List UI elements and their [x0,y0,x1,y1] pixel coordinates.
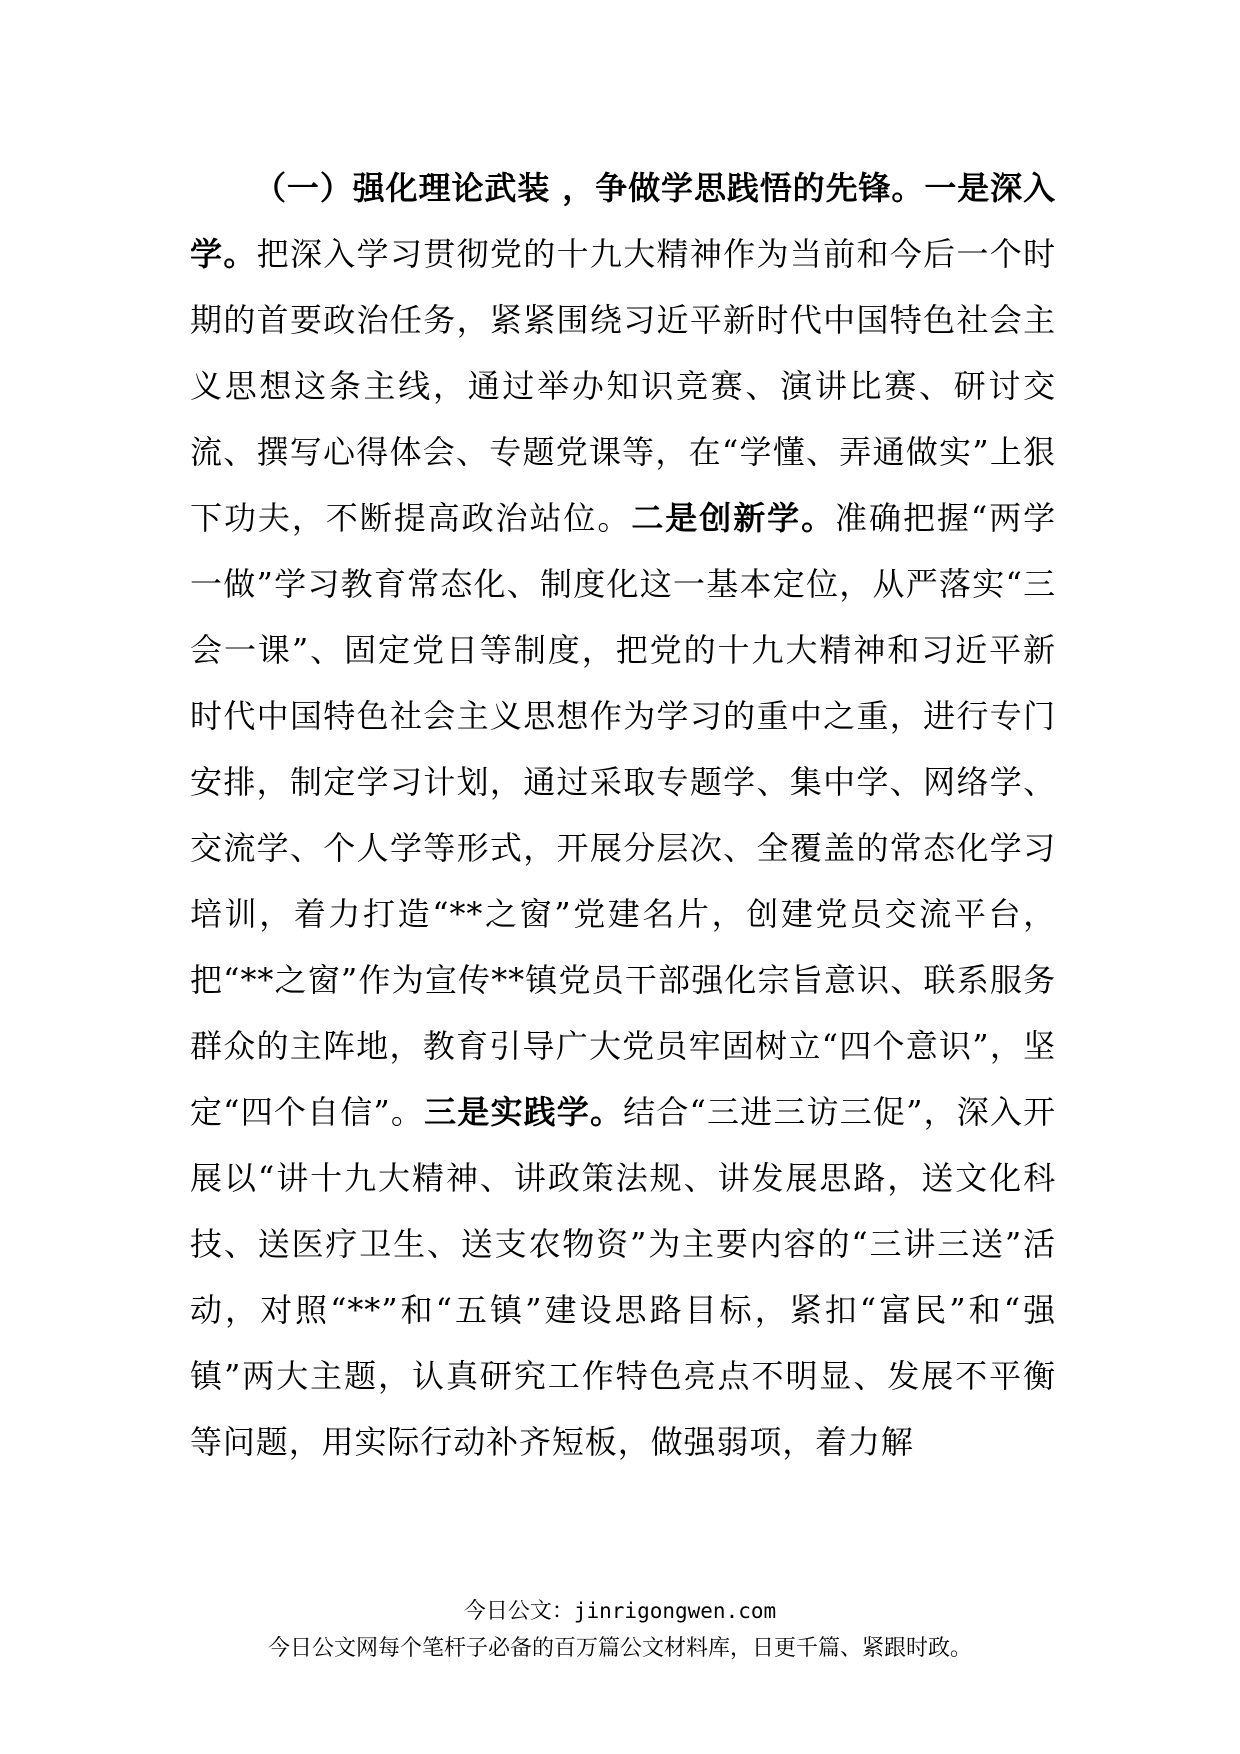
point-heading-3: 三是实践学。 [424,1093,624,1131]
paragraph-text-2: 准确把握“两学一做”学习教育常态化、制度化这一基本定位，从严落实“三会一课”、固定党日等制度，把党的十九大精神和习近平新时代中国特色社会主义思想作为学习的重中之重，进行专门安排，制定学习计划，通过采取专题学、集中学、网络学、交流学、个人学等形式，开展分层次、全覆盖的常态化学习培训，着力打造“**之窗”党建名片，创建党员交流平台，把“**之窗”作为宣传**镇党员干部强化宗旨意识、联系服务群众的主阵地，教育引导广大党员牢固树立“四个意识”，坚定“四个自信”。 [190,499,1056,1131]
body-paragraph [190,155,1056,1475]
point-heading-2: 二是创新学。 [631,499,836,537]
footer-site-line [0,1596,1240,1627]
paragraph-text-1: 把深入学习贯彻党的十九大精神作为当前和今后一个时期的首要政治任务，紧紧围绕习近平新时代中国特色社会主义思想这条主线，通过举办知识竞赛、演讲比赛、研讨交流、撰写心得体会、专题党课等，在“学懂、弄通做实”上狠下功夫，不断提高政治站位。 [190,235,1056,537]
footer-site-label: 今日公文： [463,1599,574,1624]
section-heading: （一）强化理论武装 ，争做学思践悟的先锋。一是深入学。 [190,169,1056,273]
footer-slogan: 今日公文网每个笔杆子必备的百万篇公文材料库，日更千篇、紧跟时政。 [267,1636,972,1661]
footer-site-url[interactable]: jinrigongwen.com [573,1599,777,1623]
paragraph-text-3: 结合“三进三访三促”，深入开展以“讲十九大精神、讲政策法规、讲发展思路，送文化科技、送医疗卫生、送支农物资”为主要内容的“三讲三送”活动，对照“**”和“五镇”建设思路目标，紧扣“富民”和“强镇”两大主题，认真研究工作特色亮点不明显、发展不平衡等问题，用实际行动补齐短板，做强弱项，着力解 [190,1093,1057,1461]
